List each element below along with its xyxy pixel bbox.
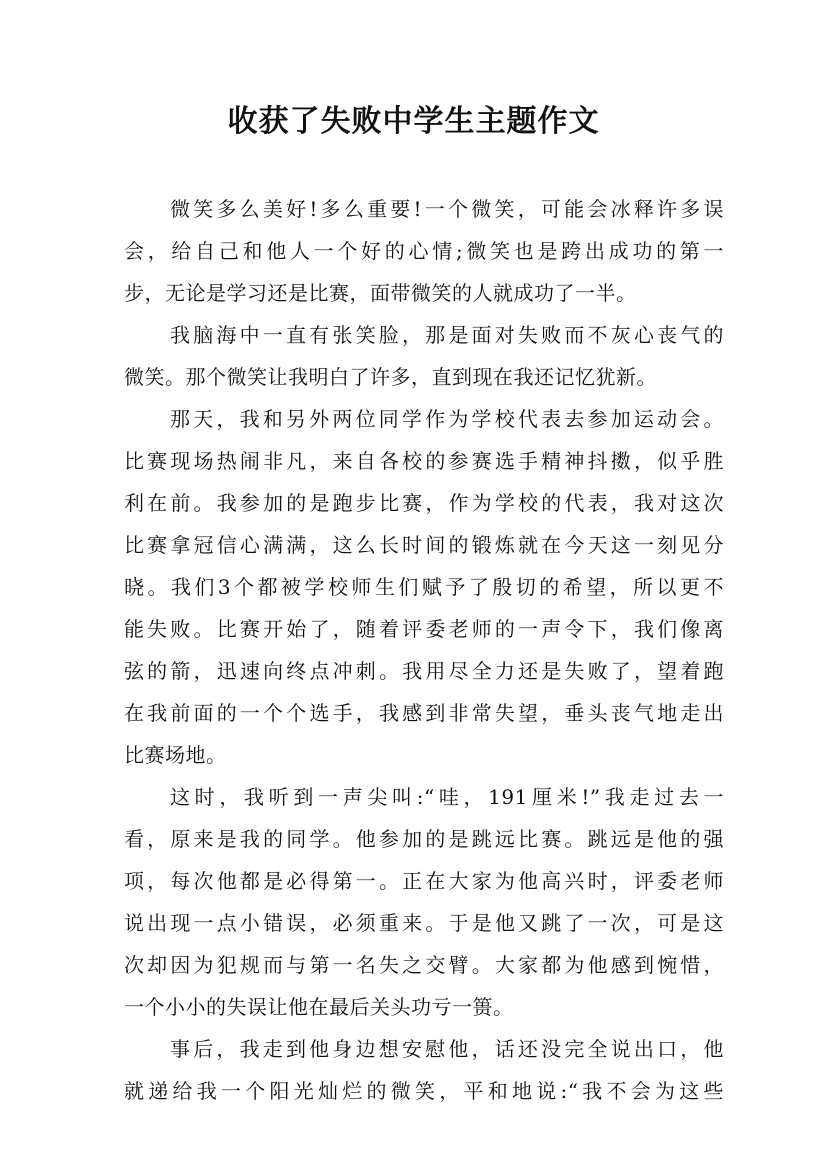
text-line: 比赛现场热闹非凡，来自各校的参赛选手精神抖擞，似乎胜 bbox=[124, 449, 724, 473]
text-line: 看，原来是我的同学。他参加的是跳远比赛。跳远是他的强 bbox=[124, 827, 724, 851]
text-line: 项，每次他都是必得第一。正在大家为他高兴时，评委老师 bbox=[124, 869, 724, 893]
article-body bbox=[124, 188, 724, 1112]
text-line: 利在前。我参加的是跑步比赛，作为学校的代表，我对这次 bbox=[124, 491, 724, 515]
text-line: 微笑。那个微笑让我明白了许多，直到现在我还记忆犹新。 bbox=[124, 365, 657, 389]
page-title: 收获了失败中学生主题作文 bbox=[227, 104, 600, 139]
text-line: 说出现一点小错误，必须重来。于是他又跳了一次，可是这 bbox=[124, 911, 724, 935]
text-line: 在我前面的一个个选手，我感到非常失望，垂头丧气地走出 bbox=[124, 701, 724, 725]
text-line: 那天，我和另外两位同学作为学校代表去参加运动会。 bbox=[170, 407, 724, 431]
text-line: 就递给我一个阳光灿烂的微笑，平和地说:“我不会为这些 bbox=[124, 1079, 724, 1103]
text-line: 晓。我们3个都被学校师生们赋予了殷切的希望，所以更不 bbox=[124, 575, 724, 599]
text-line: 一个小小的失误让他在最后关头功亏一篑。 bbox=[124, 995, 514, 1019]
text-line: 我脑海中一直有张笑脸，那是面对失败而不灰心丧气的 bbox=[170, 323, 724, 347]
text-line: 步，无论是学习还是比赛，面带微笑的人就成功了一半。 bbox=[124, 281, 637, 305]
text-line: 能失败。比赛开始了，随着评委老师的一声令下，我们像离 bbox=[124, 617, 724, 641]
text-line: 次却因为犯规而与第一名失之交臂。大家都为他感到惋惜， bbox=[124, 953, 724, 977]
text-line: 这时，我听到一声尖叫:“哇，191厘米!”我走过去一 bbox=[170, 785, 724, 809]
text-line: 事后，我走到他身边想安慰他，话还没完全说出口，他 bbox=[170, 1037, 724, 1061]
text-line: 比赛拿冠信心满满，这么长时间的锻炼就在今天这一刻见分 bbox=[124, 533, 724, 557]
text-line: 比赛场地。 bbox=[124, 743, 227, 767]
text-line: 微笑多么美好!多么重要!一个微笑，可能会冰释许多误 bbox=[170, 197, 724, 221]
text-line: 弦的箭，迅速向终点冲刺。我用尽全力还是失败了，望着跑 bbox=[124, 659, 724, 683]
text-line: 会，给自己和他人一个好的心情;微笑也是跨出成功的第一 bbox=[124, 239, 724, 263]
